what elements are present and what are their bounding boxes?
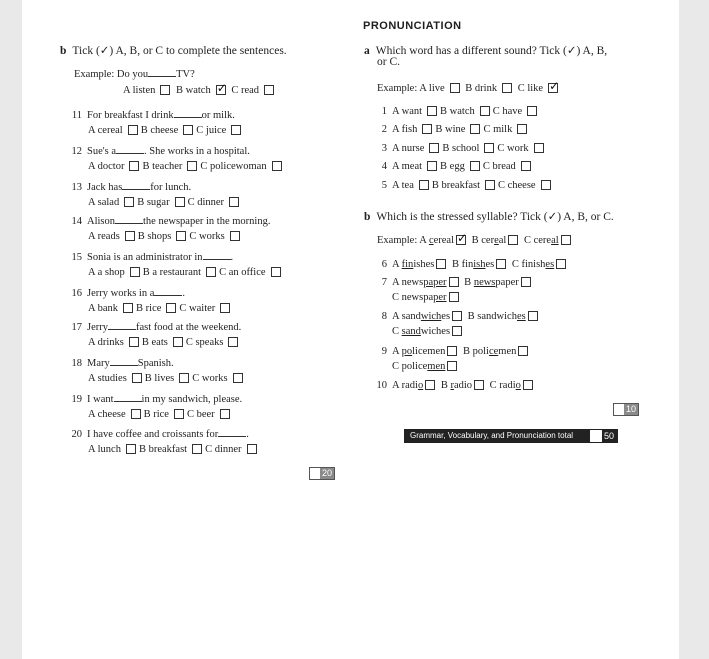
item-9-checkbox-b[interactable] [518,346,528,356]
q16-checkbox-b[interactable] [166,303,176,313]
pron-b-item-10: 10 A radio B radio C radio [371,379,536,392]
q12-checkbox-b[interactable] [187,161,197,171]
grammar-options-18: A studies B lives C works [88,372,246,385]
section-title: PRONUNCIATION [363,20,462,32]
item-10-checkbox-b[interactable] [474,380,484,390]
pron-a-example-checkbox-c-checked[interactable] [548,83,558,93]
grammar-options-14: A reads B shops C works [88,230,243,243]
grammar-options-19: A cheese B rice C beer [88,408,233,421]
item-9-checkbox-a[interactable] [447,346,457,356]
total-label: Grammar, Vocabulary, and Pronunciation total [410,431,574,440]
pron-a-2-checkbox-b[interactable] [470,124,480,134]
pron-a-1-checkbox-a[interactable] [427,106,437,116]
item-7-checkbox-b[interactable] [521,277,531,287]
q15-checkbox-b[interactable] [206,267,216,277]
pron-a-3-checkbox-b[interactable] [484,143,494,153]
grammar-question-15: 15 Sonia is an administrator in . [71,252,234,263]
pron-a-item-2: 2 A fish B wine C milk [371,123,530,136]
item-6-checkbox-b[interactable] [496,259,506,269]
q13-checkbox-a[interactable] [124,197,134,207]
pron-a-3-checkbox-c[interactable] [534,143,544,153]
pron-a-3-checkbox-a[interactable] [429,143,439,153]
item-8-checkbox-a[interactable] [452,311,462,321]
q15-checkbox-c[interactable] [271,267,281,277]
q18-checkbox-a[interactable] [132,373,142,383]
pron-b-item-7: 7 A newspaper B newspaper [371,276,534,289]
q14-checkbox-c[interactable] [230,231,240,241]
pron-b-item-7-c: C newspaper [392,291,462,304]
grammar-question-20: 20 I have coffee and croissants for . [71,429,249,440]
pron-b-item-8: 8 A sandwiches B sandwiches [371,310,541,323]
grammar-options-17: A drinks B eats C speaks [88,336,241,349]
item-7-checkbox-a[interactable] [449,277,459,287]
q15-checkbox-a[interactable] [130,267,140,277]
pron-a-5-checkbox-a[interactable] [419,180,429,190]
q19-checkbox-c[interactable] [220,409,230,419]
q12-checkbox-a[interactable] [129,161,139,171]
grammar-options-15: A a shop B a restaurant C an office [88,266,284,279]
pron-b-example-checkbox-c[interactable] [561,235,571,245]
grammar-question-17: 17 Jerry fast food at the weekend. [71,322,242,333]
q19-checkbox-a[interactable] [131,409,141,419]
pron-a-instruction-line2: or C. [377,56,400,68]
grammar-options-12: A doctor B teacher C policewoman [88,160,285,173]
q13-checkbox-c[interactable] [229,197,239,207]
pron-b-item-8-c: C sandwiches [392,325,465,338]
pron-a-1-checkbox-b[interactable] [480,106,490,116]
item-10-checkbox-a[interactable] [425,380,435,390]
pron-b-example-checkbox-a-checked[interactable] [456,235,466,245]
pron-a-4-checkbox-a[interactable] [427,161,437,171]
pron-a-example: Example: A live B drink C like✓ [377,82,561,95]
q20-checkbox-a[interactable] [126,444,136,454]
pron-a-item-5: 5 A tea B breakfast C cheese [371,179,554,192]
q18-checkbox-b[interactable] [179,373,189,383]
item-7-checkbox-c[interactable] [449,292,459,302]
pron-a-instruction: a Which word has a different sound? Tick (✓) A, B, [364,45,608,57]
total-score: 50 [604,431,615,441]
q13-checkbox-b[interactable] [175,197,185,207]
example-checkbox-a[interactable] [160,85,170,95]
pron-a-5-checkbox-c[interactable] [541,180,551,190]
q18-checkbox-c[interactable] [233,373,243,383]
pronunciation-score-box: 10 [613,403,639,416]
pron-a-2-checkbox-c[interactable] [517,124,527,134]
example-checkbox-c[interactable] [264,85,274,95]
item-8-checkbox-c[interactable] [452,326,462,336]
item-8-checkbox-b[interactable] [528,311,538,321]
item-6-checkbox-a[interactable] [436,259,446,269]
item-9-checkbox-c[interactable] [447,361,457,371]
grammar-example: Example: Do you TV? [74,69,195,80]
example-checkbox-b-checked[interactable] [216,85,226,95]
pron-a-5-checkbox-b[interactable] [485,180,495,190]
q12-checkbox-c[interactable] [272,161,282,171]
total-bar [404,429,618,443]
grammar-question-18: 18 Mary Spanish. [71,358,174,369]
pron-b-item-6: 6 A finishes B finishes C finishes [371,258,569,271]
pron-a-4-checkbox-c[interactable] [521,161,531,171]
q17-checkbox-a[interactable] [129,337,139,347]
total-blank-box[interactable] [590,430,602,442]
q16-checkbox-a[interactable] [123,303,133,313]
pron-a-4-checkbox-b[interactable] [470,161,480,171]
pron-b-item-9-c: C policemen [392,360,460,373]
grammar-options-13: A salad B sugar C dinner [88,196,242,209]
pron-a-item-4: 4 A meat B egg C bread [371,160,534,173]
q11-checkbox-b[interactable] [183,125,193,135]
grammar-question-16: 16 Jerry works in a . [71,288,185,299]
grammar-options-20: A lunch B breakfast C dinner [88,443,260,456]
pron-a-example-checkbox-b[interactable] [502,83,512,93]
grammar-instruction: b Tick (✓) A, B, or C to complete the sentences. [60,45,287,57]
q14-checkbox-b[interactable] [176,231,186,241]
grammar-options-11: A cereal B cheese C juice [88,124,244,137]
q19-checkbox-b[interactable] [174,409,184,419]
grammar-question-12: 12 Sue's a . She works in a hospital. [71,146,250,157]
item-6-checkbox-c[interactable] [556,259,566,269]
q17-checkbox-c[interactable] [228,337,238,347]
grammar-question-13: 13 Jack has for lunch. [71,182,192,193]
grammar-question-11: 11 For breakfast I drink or milk. [71,110,235,121]
q20-checkbox-b[interactable] [192,444,202,454]
q16-checkbox-c[interactable] [220,303,230,313]
grammar-question-14: 14 Alison the newspaper in the morning. [71,216,271,227]
item-10-checkbox-c[interactable] [523,380,533,390]
pron-b-instruction: b Which is the stressed syllable? Tick (✓) A, B, or C. [364,211,614,223]
pron-b-example-checkbox-b[interactable] [508,235,518,245]
grammar-options-16: A bank B rice C waiter [88,302,233,315]
pron-a-2-checkbox-a[interactable] [422,124,432,134]
pron-a-item-1: 1 A want B watch C have [371,105,540,118]
q17-checkbox-b[interactable] [173,337,183,347]
grammar-score-box: 20 [309,467,335,480]
q11-checkbox-a[interactable] [128,125,138,135]
q11-checkbox-c[interactable] [231,125,241,135]
pron-a-example-checkbox-a[interactable] [450,83,460,93]
pron-b-example: Example: A cereal✓ B cereal C cereal [377,234,574,247]
q20-checkbox-c[interactable] [247,444,257,454]
grammar-question-19: 19 I want in my sandwich, please. [71,394,243,405]
pron-b-item-9: 9 A policemen B policemen [371,345,531,358]
q14-checkbox-a[interactable] [125,231,135,241]
grammar-example-options: A listen B watch✓ C read [123,84,277,97]
pron-a-1-checkbox-c[interactable] [527,106,537,116]
pron-a-item-3: 3 A nurse B school C work [371,142,547,155]
